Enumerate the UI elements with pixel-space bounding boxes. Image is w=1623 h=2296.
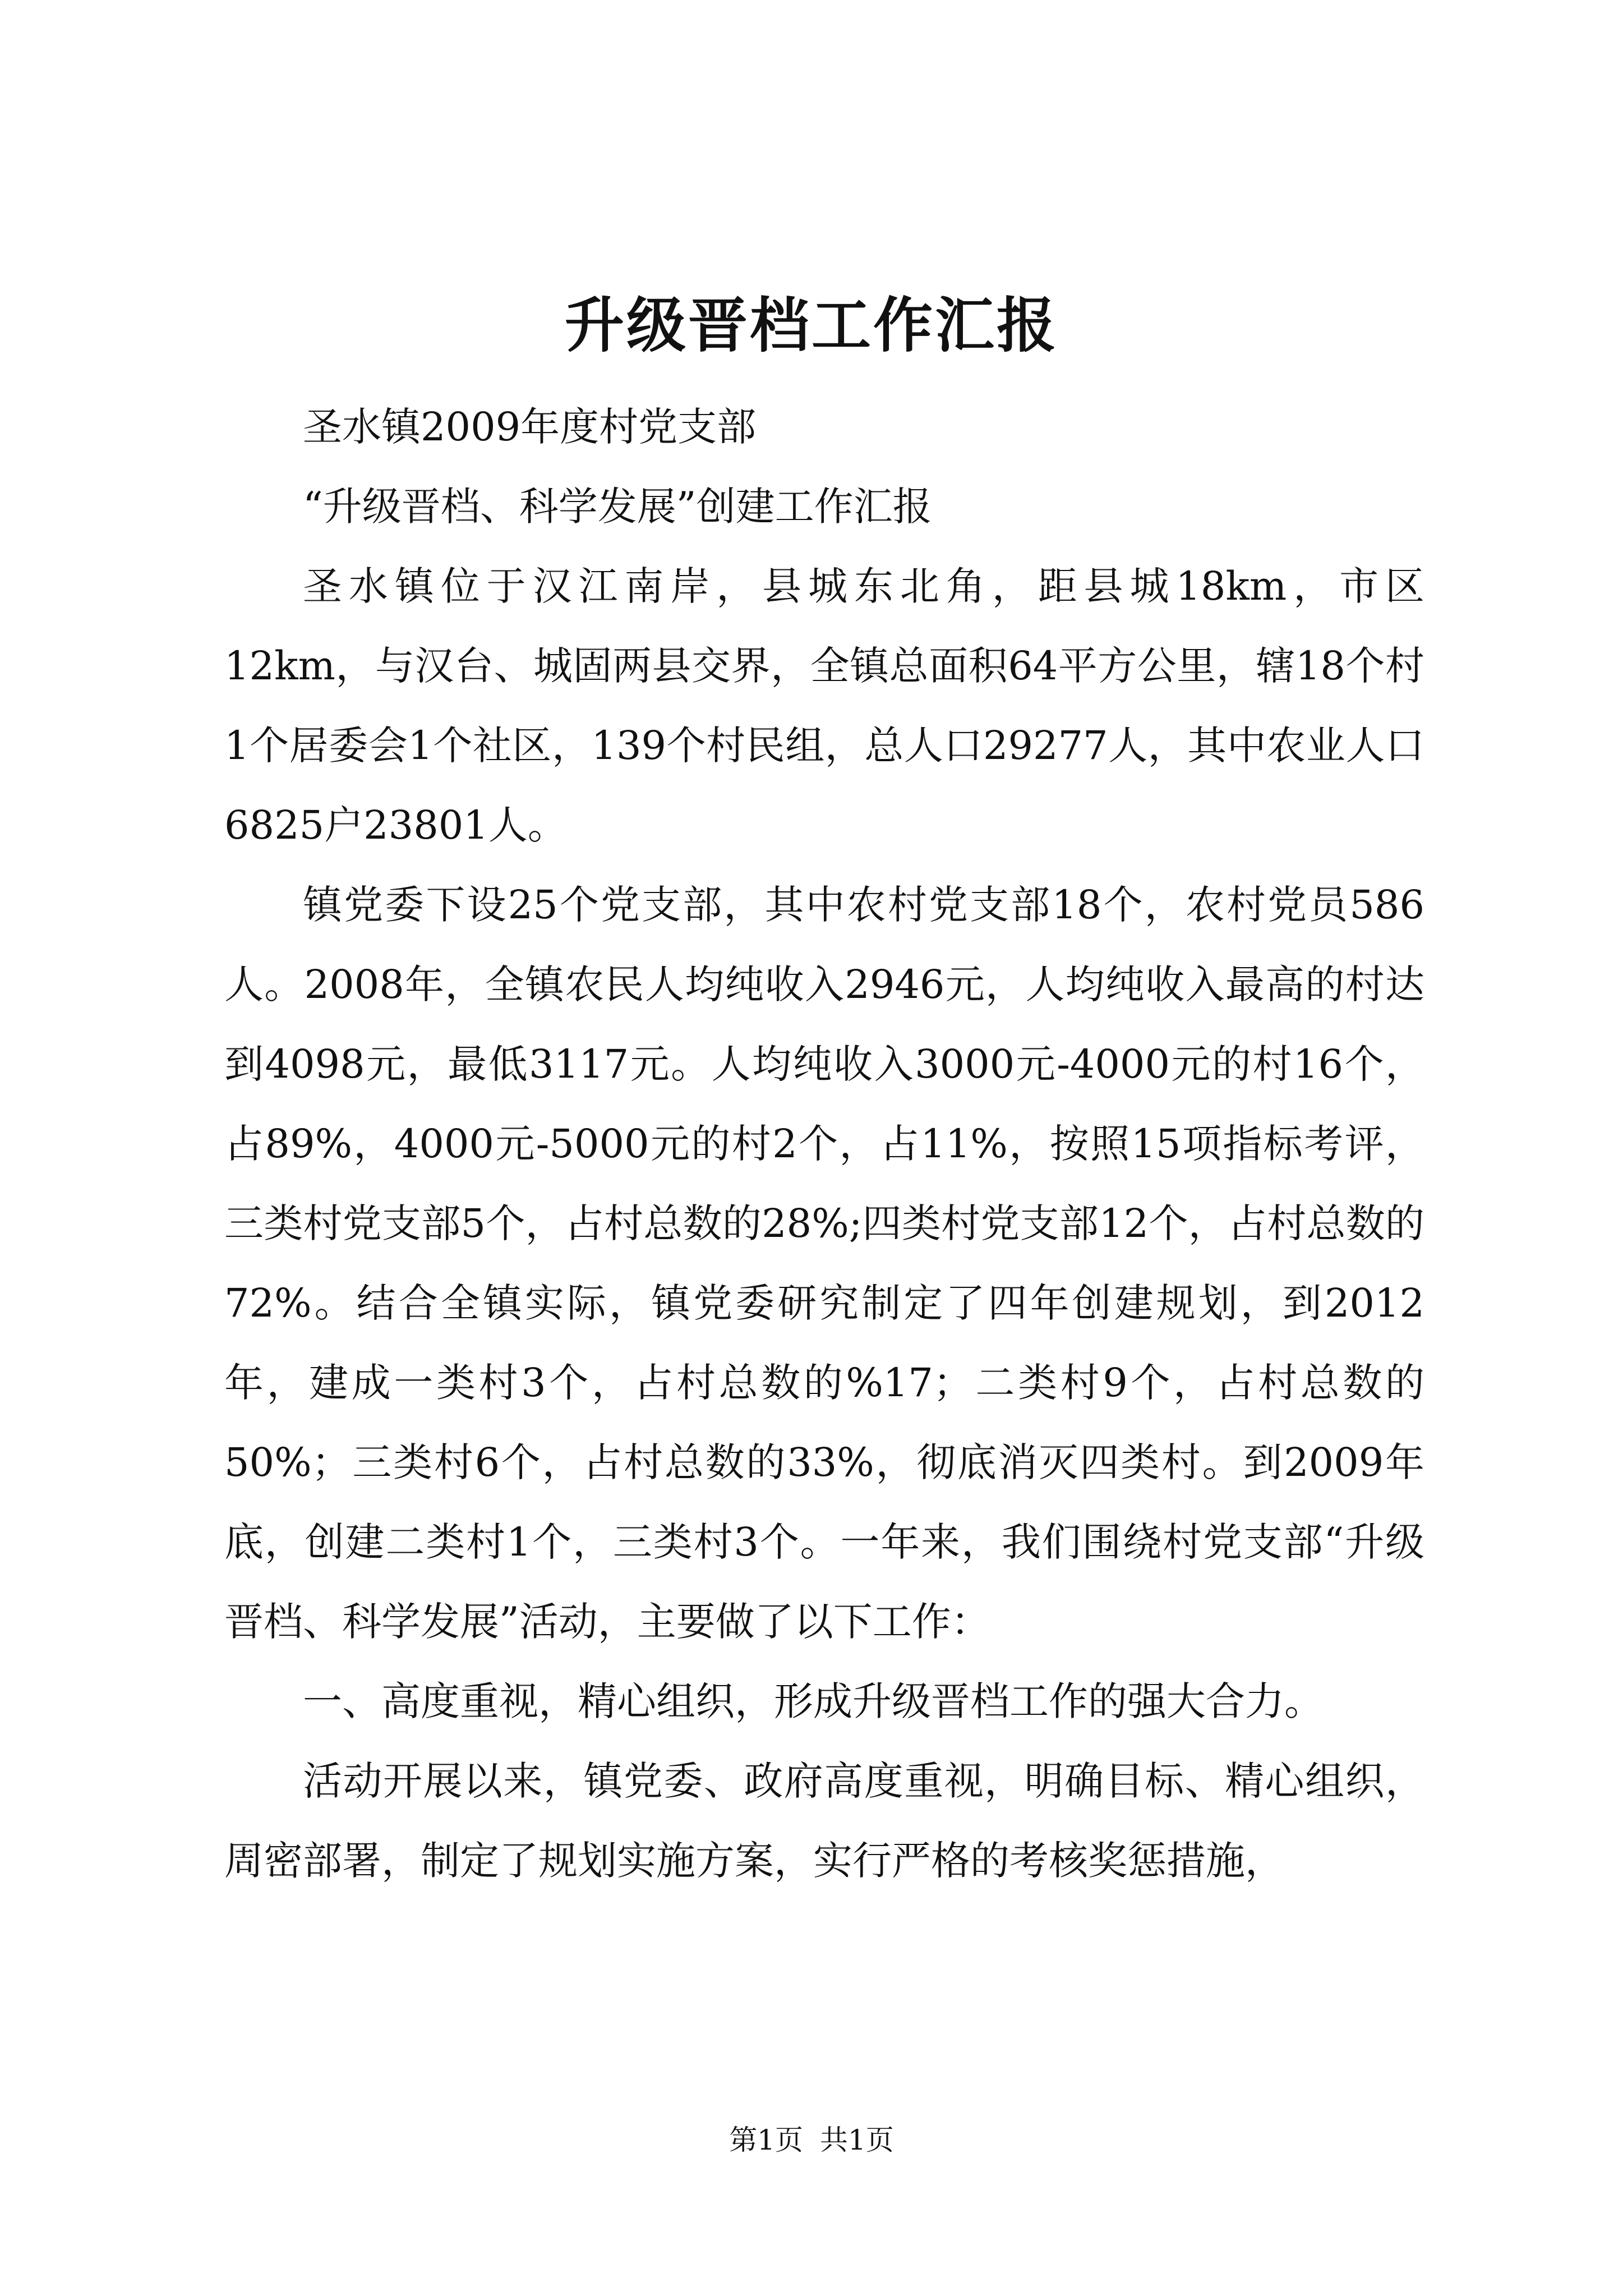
page-number-current: 第1页: [729, 2124, 803, 2156]
section-heading-1: 一、高度重视，精心组织，形成升级晋档工作的强大合力。: [303, 1678, 1324, 1724]
paragraph-party-branches: 镇党委下设25个党支部，其中农村党支部18个，农村党员586人。2008年，全镇农民人均纯收入2946元，人均纯收入最高的村达到4098元，最低3117元。人均纯收入3000元-4000元的村16个，占89%，4000元-5000元的村2个，占11%，按照15项指标考评，三类村党支部5个，占村总数的28%;四类村党支部12个，占村总数的72%。结合全镇实际，镇党委研究制定了四年创建规划，到2012年，建成一类村3个，占村总数的%17；二类村9个，占村总数的50%；三类村6个，占村总数的33%，彻底消灭四类村。到2009年底，创建二类村1个，三类村3个。一年来，我们围绕村党支部“升级晋档、科学发展”活动，主要做了以下工作：: [224, 882, 1424, 1645]
paragraph-activity: 活动开展以来，镇党委、政府高度重视，明确目标、精心组织，周密部署，制定了规划实施方案，实行严格的考核奖惩措施，: [224, 1758, 1424, 1884]
paragraph-overview: 圣水镇位于汉江南岸，县城东北角，距县城18km，市区12km，与汉台、城固两县交界，全镇总面积64平方公里，辖18个村1个居委会1个社区，139个村民组，总人口29277人，其中农业人口6825户23801人。: [224, 563, 1424, 848]
subtitle-line-1: 圣水镇2009年度村党支部: [303, 404, 757, 450]
page-number-total: 共1页: [820, 2124, 894, 2156]
page-footer: [0, 2120, 1623, 2160]
subtitle-line-2: “升级晋档、科学发展”创建工作汇报: [303, 484, 932, 530]
page-title: 升级晋档工作汇报: [565, 290, 1058, 360]
document-body: [224, 387, 1424, 1901]
